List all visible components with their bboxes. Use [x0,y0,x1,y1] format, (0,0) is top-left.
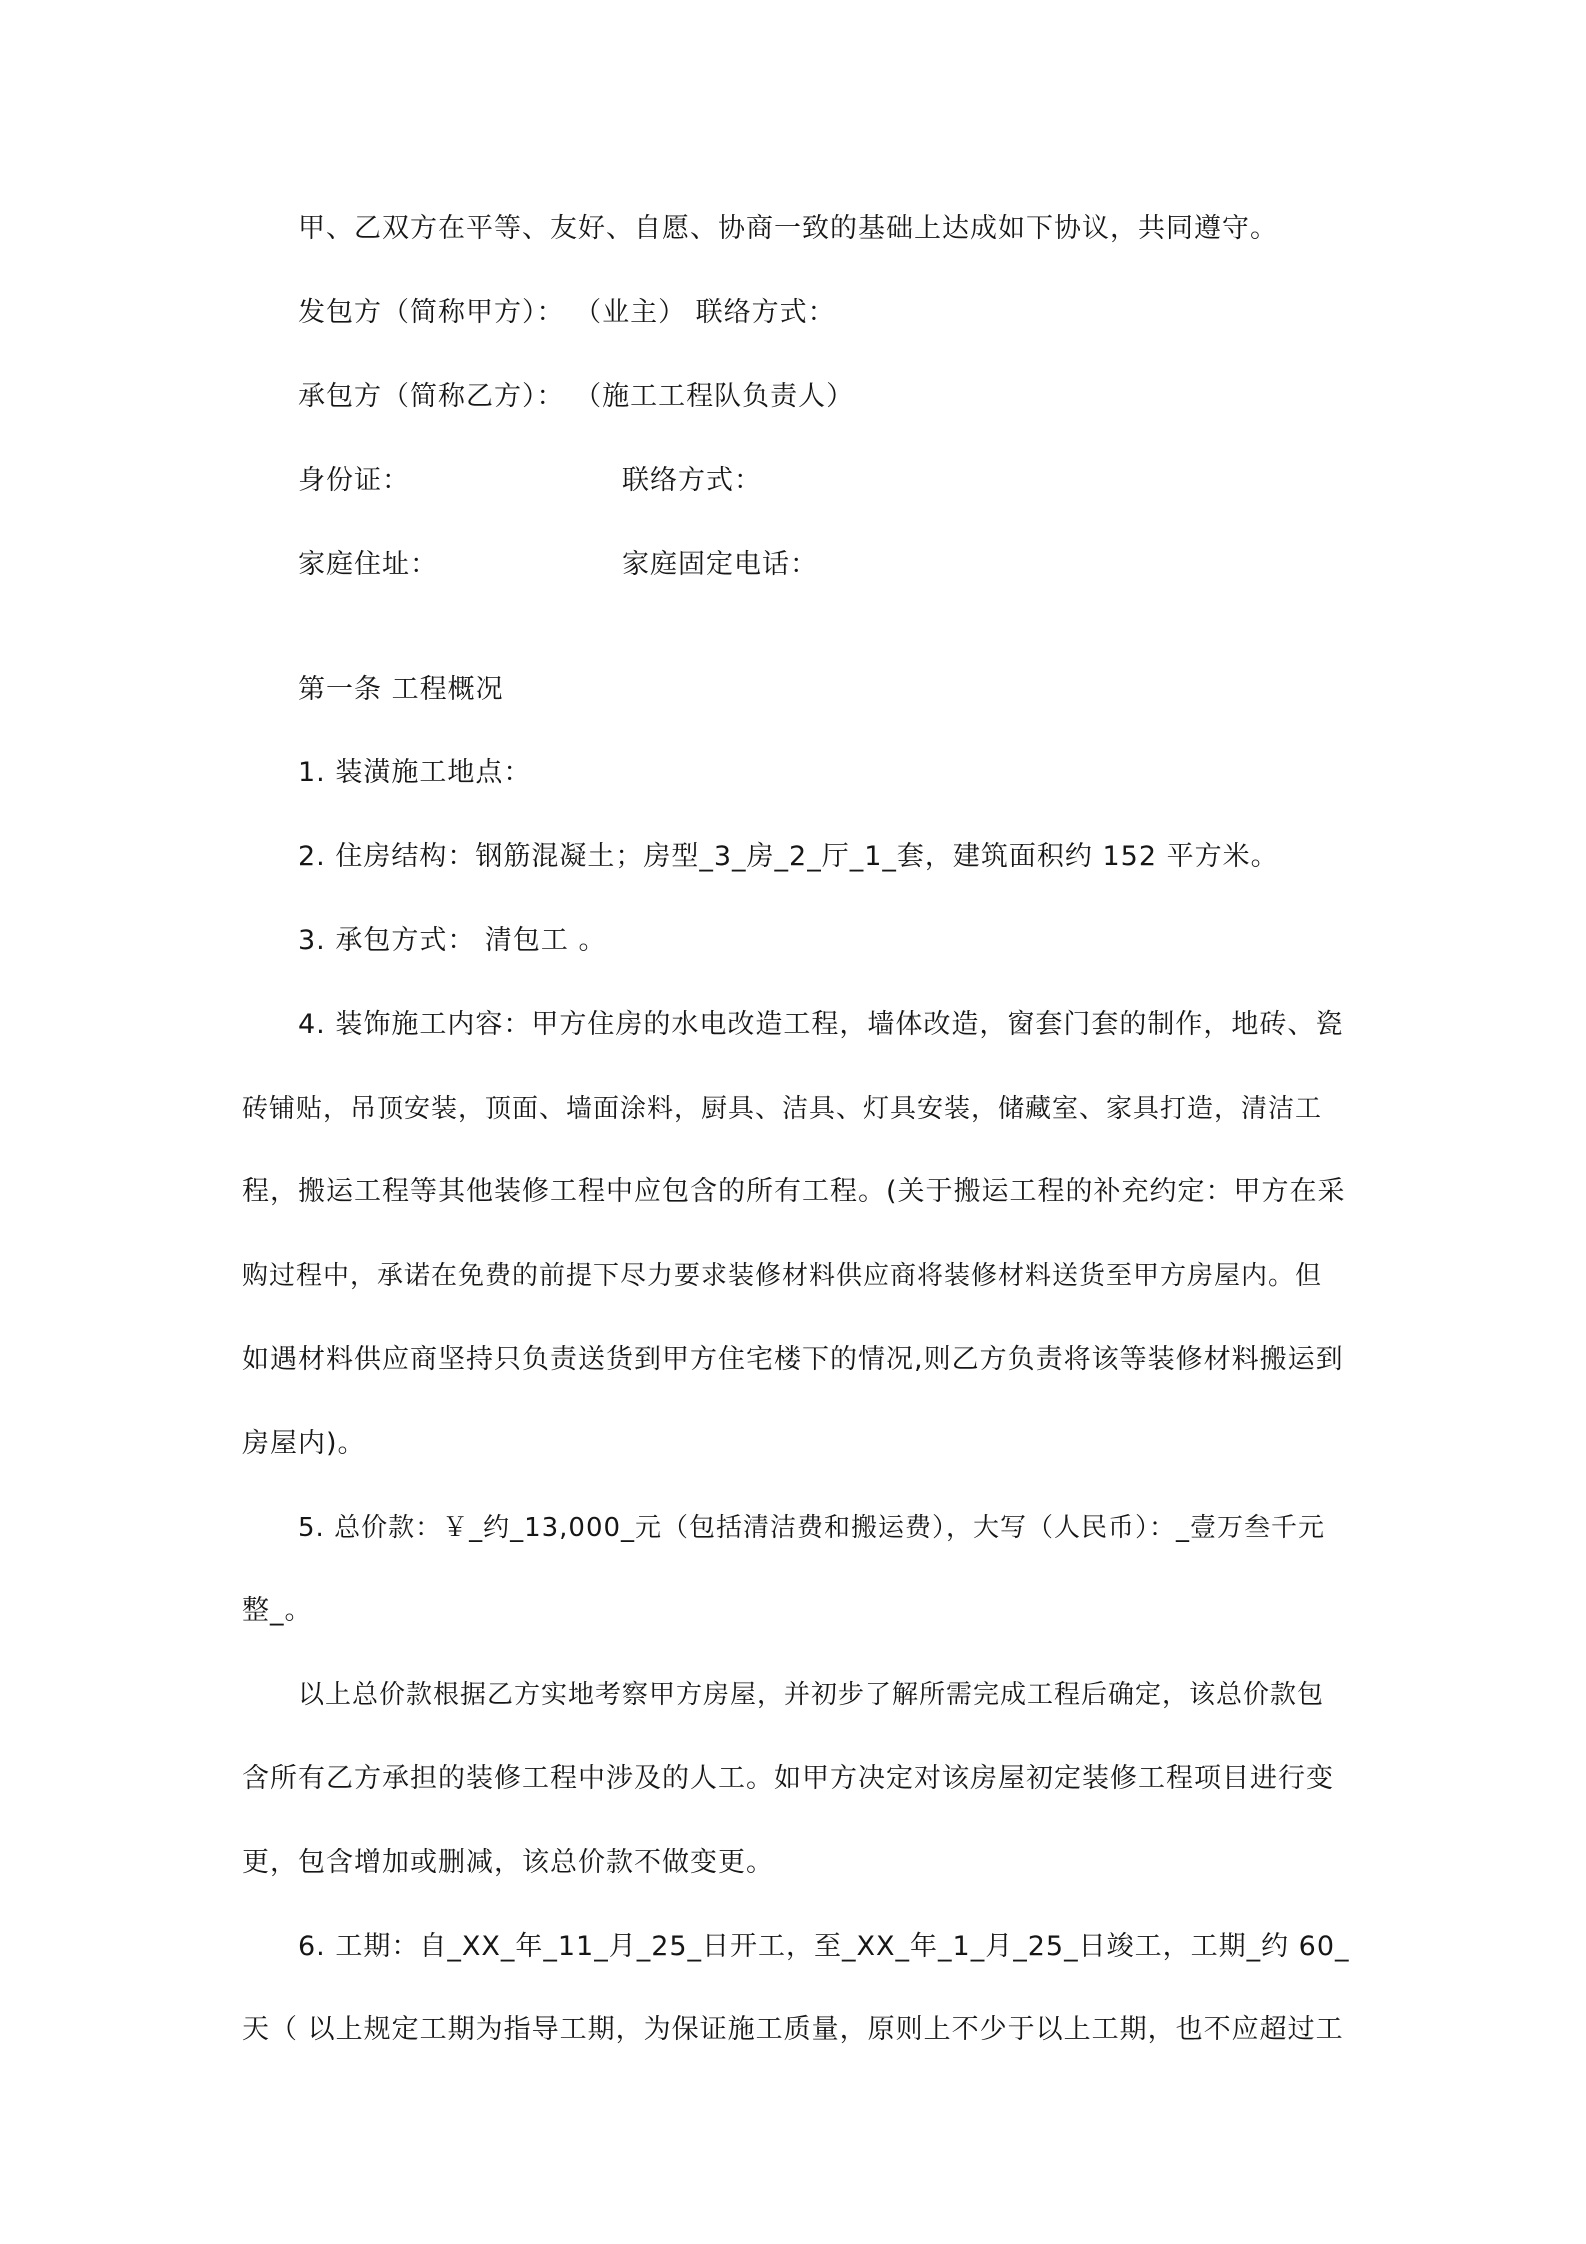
id-card-label: 身份证： [298,465,410,496]
item3-contract-mode: 3. 承包方式： 清包工 。 [298,925,607,956]
home-phone-label: 家庭固定电话： [622,549,818,580]
item2-structure: 2. 住房结构：钢筋混凝土；房型_3_房_2_厅_1_套，建筑面积约 152 平方米。 [298,841,1279,872]
item4-line1: 4. 装饰施工内容：甲方住房的水电改造工程，墙体改造，窗套门套的制作，地砖、瓷 [298,1009,1344,1040]
item4-line2: 砖铺贴，吊顶安装，顶面、墙面涂料，厨具、洁具、灯具安装，储藏室、家具打造，清洁工 [242,1094,1323,1124]
price-note-line1: 以上总价款根据乙方实地考察甲方房屋，并初步了解所需完成工程后确定，该总价款包 [298,1680,1325,1710]
item5-line1: 5. 总价款：￥_约_13,000_元（包括清洁费和搬运费），大写（人民币）：_壹万叁千元 [298,1513,1326,1543]
item6-line2: 天（ 以上规定工期为指导工期，为保证施工质量，原则上不少于以上工期，也不应超过工 [242,2014,1344,2045]
party-a-line: 发包方（简称甲方）： （业主） 联络方式： [298,297,836,328]
price-note-line3: 更，包含增加或删减，该总价款不做变更。 [242,1847,774,1878]
party-b-line: 承包方（简称乙方）： （施工工程队负责人） [298,381,855,412]
price-note-line2: 含所有乙方承担的装修工程中涉及的人工。如甲方决定对该房屋初定装修工程项目进行变 [242,1763,1334,1794]
item4-line4: 购过程中，承诺在免费的前提下尽力要求装修材料供应商将装修材料送货至甲方房屋内。但 [242,1261,1323,1291]
item4-line5: 如遇材料供应商坚持只负责送货到甲方住宅楼下的情况,则乙方负责将该等装修材料搬运到 [242,1344,1344,1375]
item5-line2: 整_。 [242,1595,313,1626]
article1-title: 第一条 工程概况 [298,674,504,705]
item6-line1: 6. 工期：自_XX_年_11_月_25_日开工，至_XX_年_1_月_25_日竣工，工期_约 60_ [298,1931,1350,1962]
item1-location: 1. 装潢施工地点： [298,757,532,788]
item4-line6: 房屋内)。 [242,1428,366,1459]
intro-paragraph: 甲、乙双方在平等、友好、自愿、协商一致的基础上达成如下协议，共同遵守。 [298,213,1278,244]
item4-line3: 程，搬运工程等其他装修工程中应包含的所有工程。(关于搬运工程的补充约定：甲方在采 [242,1176,1346,1207]
contact-label: 联络方式： [622,465,762,496]
home-address-label: 家庭住址： [298,549,438,580]
